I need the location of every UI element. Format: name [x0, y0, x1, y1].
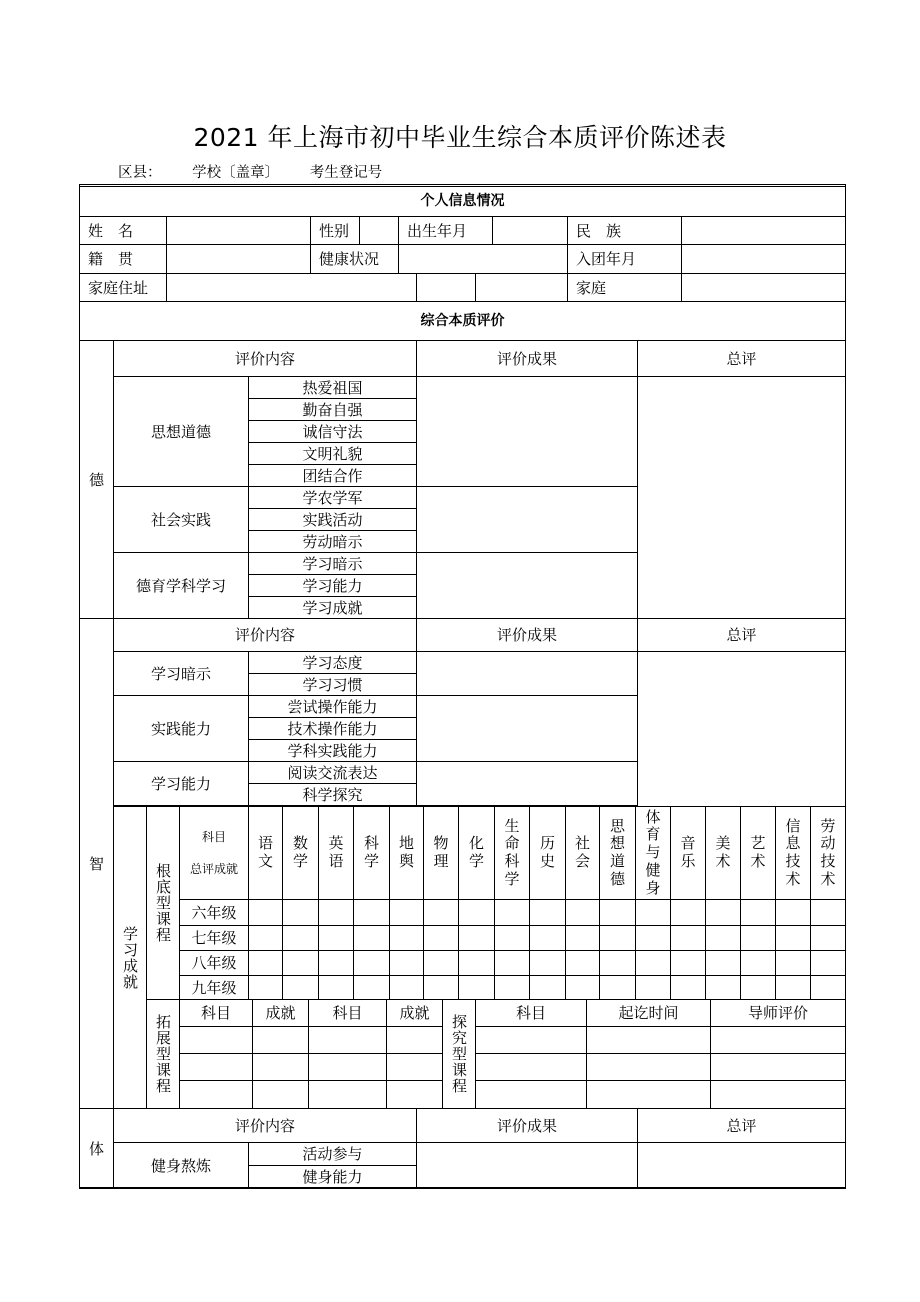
- ti-item: [248, 1142, 417, 1166]
- grade-score-input[interactable]: [458, 899, 495, 926]
- grade-score-input[interactable]: [353, 975, 390, 1000]
- grade-score-input[interactable]: [775, 899, 811, 926]
- extended-header-text: 成就: [265, 1004, 296, 1022]
- health-input[interactable]: [398, 244, 568, 274]
- de-item: [248, 508, 417, 531]
- grade-score-input[interactable]: [494, 899, 530, 926]
- zhi-item: [248, 761, 417, 784]
- zhi-item: [248, 717, 417, 740]
- grade-score-input[interactable]: [565, 925, 600, 951]
- subject-header: [494, 806, 530, 900]
- de-item-text: 学习成就: [302, 598, 363, 617]
- de-item: [248, 574, 417, 597]
- grade-label-text: 九年级: [191, 978, 237, 997]
- league-label: [567, 244, 682, 274]
- zhi-item: [248, 695, 417, 718]
- grade-score-input[interactable]: [423, 925, 459, 951]
- subject-name: 英 语: [328, 834, 344, 870]
- de-group-0: [113, 376, 249, 487]
- grade-score-input[interactable]: [705, 975, 741, 1000]
- grade-score-input[interactable]: [565, 975, 600, 1000]
- grade-score-input[interactable]: [318, 975, 354, 1000]
- subject-name: 社 会: [574, 834, 590, 870]
- extended-header-text: 科目: [200, 1004, 231, 1022]
- grade-score-input[interactable]: [458, 975, 495, 1000]
- subject-header: [670, 806, 706, 900]
- de-overall-header: [637, 340, 846, 377]
- basic-course-label-text: 根底型课程: [154, 863, 172, 943]
- quality-heading: [79, 301, 846, 341]
- de-item-text: 学农学军: [302, 488, 363, 507]
- zhi-result-input[interactable]: [416, 695, 638, 762]
- grade-score-input[interactable]: [635, 899, 671, 926]
- de-item: [248, 376, 417, 399]
- de-item-text: 勤奋自强: [302, 400, 363, 419]
- grade-score-input[interactable]: [599, 925, 636, 951]
- native-label: [79, 244, 167, 274]
- de-group-2: [113, 552, 249, 619]
- grade-score-input[interactable]: [740, 925, 776, 951]
- subject-name: 历 史: [539, 834, 555, 870]
- subject-header: [565, 806, 600, 900]
- score-header-text: 总评成就: [189, 862, 238, 876]
- zhi-overall-header-text: 总评: [726, 626, 757, 644]
- grade-score-input[interactable]: [635, 925, 671, 951]
- grade-score-input[interactable]: [423, 950, 459, 976]
- zhi-item: [248, 673, 417, 696]
- extended-input[interactable]: [386, 1026, 443, 1054]
- subject-name: 语 文: [257, 834, 273, 870]
- zhi-group-0: [113, 651, 249, 696]
- subject-header: [775, 806, 811, 900]
- grade-label: [179, 925, 249, 951]
- personal-info-heading: [79, 186, 846, 217]
- research-input[interactable]: [710, 1026, 846, 1054]
- subject-header: [282, 806, 319, 900]
- grade-score-input[interactable]: [389, 975, 424, 1000]
- grade-score-input[interactable]: [458, 950, 495, 976]
- grade-score-input[interactable]: [282, 950, 319, 976]
- ethnicity-label: [567, 216, 682, 245]
- subject-header: [389, 806, 424, 900]
- grade-score-input[interactable]: [705, 950, 741, 976]
- de-item-text: 劳动暗示: [302, 532, 363, 551]
- achievement-label-text: 学习成就: [121, 925, 139, 990]
- zhi-overall-header: [637, 618, 846, 652]
- zhi-item-text: 尝试操作能力: [287, 697, 378, 716]
- subject-name: 音 乐: [680, 834, 696, 870]
- extended-header: [308, 999, 387, 1027]
- zhi-result-header-text: 评价成果: [496, 626, 557, 644]
- ti-result-header-text: 评价成果: [496, 1116, 557, 1135]
- name-input[interactable]: [166, 216, 311, 245]
- extended-header: [179, 999, 253, 1027]
- ti-overall-header: [637, 1108, 846, 1143]
- subject-name: 艺 术: [750, 834, 766, 870]
- grade-score-input[interactable]: [248, 975, 283, 1000]
- ti-item: [248, 1165, 417, 1189]
- grade-score-input[interactable]: [740, 950, 776, 976]
- grade-score-input[interactable]: [248, 925, 283, 951]
- research-header-text: 科目: [515, 1004, 546, 1022]
- subject-name: 信 息 技 术: [785, 816, 801, 888]
- ti-content-header: [113, 1108, 417, 1143]
- de-label: [79, 340, 114, 619]
- subject-name: 体 育 与 健 身: [645, 807, 661, 897]
- grade-score-input[interactable]: [740, 899, 776, 926]
- grade-score-input[interactable]: [423, 899, 459, 926]
- health-label: [310, 244, 399, 274]
- page-title: 2021 年上海市初中毕业生综合本质评价陈述表: [193, 123, 727, 152]
- grade-score-input[interactable]: [670, 975, 706, 1000]
- zhi-group-1-text: 实践能力: [150, 719, 211, 738]
- de-group-2-text: 德育学科学习: [135, 576, 226, 595]
- birth-input[interactable]: [492, 216, 568, 245]
- grade-score-input[interactable]: [529, 925, 566, 951]
- extended-header-text: 成就: [399, 1004, 430, 1022]
- grade-score-input[interactable]: [599, 950, 636, 976]
- grade-score-input[interactable]: [423, 975, 459, 1000]
- achievement-label: [113, 806, 147, 1109]
- subject-name: 生 命 科 学: [504, 816, 520, 888]
- gender-label: [310, 216, 360, 245]
- grade-score-input[interactable]: [670, 950, 706, 976]
- grade-score-input[interactable]: [565, 899, 600, 926]
- research-input[interactable]: [710, 1053, 846, 1081]
- grade-label-text: 八年级: [191, 954, 237, 972]
- grade-score-input[interactable]: [775, 925, 811, 951]
- ethnicity-input[interactable]: [681, 216, 846, 245]
- subject-name: 地 舆: [398, 834, 414, 870]
- research-header: [710, 999, 846, 1027]
- grade-label: [179, 899, 249, 926]
- grade-score-input[interactable]: [389, 925, 424, 951]
- grade-score-input[interactable]: [705, 899, 741, 926]
- ti-result-input[interactable]: [416, 1142, 638, 1189]
- de-result-input[interactable]: [416, 486, 638, 553]
- de-item-text: 文明礼貌: [302, 444, 363, 463]
- grade-score-input[interactable]: [318, 899, 354, 926]
- extended-input[interactable]: [252, 1080, 309, 1109]
- research-input[interactable]: [475, 1053, 587, 1081]
- native-label-text: 籍 贯: [88, 250, 134, 268]
- grade-score-input[interactable]: [248, 950, 283, 976]
- health-label-text: 健康状况: [319, 250, 380, 268]
- research-input[interactable]: [475, 1026, 587, 1054]
- subject-name: 科 学: [363, 834, 379, 870]
- grade-score-input[interactable]: [670, 899, 706, 926]
- de-content-header: [113, 340, 417, 377]
- grade-score-input[interactable]: [810, 925, 846, 951]
- extended-input[interactable]: [252, 1053, 309, 1081]
- subject-header: [423, 806, 459, 900]
- de-result-input[interactable]: [416, 552, 638, 619]
- address-label-text: 家庭住址: [88, 278, 149, 297]
- grade-score-input[interactable]: [282, 975, 319, 1000]
- de-item-text: 学习暗示: [302, 554, 363, 573]
- subject-name: 化 学: [468, 834, 484, 870]
- ti-overall-header-text: 总评: [726, 1116, 757, 1135]
- address-input[interactable]: [166, 273, 417, 302]
- quality-heading-text: 综合本质评价: [420, 312, 505, 329]
- ti-label-text: 体: [88, 1139, 104, 1158]
- de-item: [248, 486, 417, 509]
- grade-label-text: 六年级: [191, 903, 237, 922]
- ti-group-text: 健身熬炼: [150, 1156, 211, 1175]
- address-input-3[interactable]: [475, 273, 568, 302]
- research-input[interactable]: [586, 1026, 711, 1054]
- research-course-label: [442, 999, 476, 1109]
- zhi-group-2-text: 学习能力: [150, 774, 211, 793]
- extended-input[interactable]: [308, 1080, 387, 1109]
- grade-score-input[interactable]: [775, 975, 811, 1000]
- de-group-1-text: 社会实践: [150, 510, 211, 529]
- extended-header: [386, 999, 443, 1027]
- de-item: [248, 464, 417, 487]
- district-label: 区县：: [118, 165, 162, 181]
- zhi-item-text: 科学探究: [302, 785, 363, 804]
- grade-score-input[interactable]: [458, 925, 495, 951]
- subject-name: 数 学: [292, 834, 308, 870]
- grade-score-input[interactable]: [635, 950, 671, 976]
- native-input[interactable]: [166, 244, 311, 274]
- de-result-input[interactable]: [416, 376, 638, 487]
- subject-header: [318, 806, 354, 900]
- grade-score-input[interactable]: [775, 950, 811, 976]
- exam-number-label: 考生登记号: [309, 165, 383, 181]
- grade-score-input[interactable]: [810, 950, 846, 976]
- zhi-label: [79, 618, 114, 1109]
- ti-label: [79, 1108, 114, 1189]
- de-group-1: [113, 486, 249, 553]
- school-label: 学校〔盖章〕: [192, 165, 280, 181]
- subject-header: [248, 806, 283, 900]
- de-item-text: 诚信守法: [302, 422, 363, 441]
- ti-group: [113, 1142, 249, 1189]
- extended-input[interactable]: [308, 1053, 387, 1081]
- de-item: [248, 398, 417, 421]
- research-course-label-text: 探究型课程: [450, 1014, 468, 1094]
- zhi-result-input[interactable]: [416, 761, 638, 806]
- ti-item-text: 健身能力: [302, 1168, 363, 1186]
- zhi-item-text: 学习习惯: [302, 675, 363, 694]
- grade-score-input[interactable]: [529, 899, 566, 926]
- grade-score-input[interactable]: [389, 950, 424, 976]
- zhi-item: [248, 651, 417, 674]
- de-result-header-text: 评价成果: [496, 349, 557, 368]
- extended-input[interactable]: [179, 1080, 253, 1109]
- research-input[interactable]: [475, 1080, 587, 1109]
- subject-header: [705, 806, 741, 900]
- de-item: [248, 530, 417, 553]
- address-input-2[interactable]: [416, 273, 476, 302]
- zhi-group-0-text: 学习暗示: [150, 664, 211, 683]
- grade-score-input[interactable]: [318, 950, 354, 976]
- subject-header: [599, 806, 636, 900]
- home-input[interactable]: [681, 273, 846, 302]
- extended-header-text: 科目: [332, 1004, 363, 1022]
- research-header: [475, 999, 587, 1027]
- grade-score-input[interactable]: [529, 975, 566, 1000]
- research-header: [586, 999, 711, 1027]
- extended-input[interactable]: [308, 1026, 387, 1054]
- subject-header: [353, 806, 390, 900]
- zhi-item: [248, 783, 417, 806]
- grade-label: [179, 950, 249, 976]
- grade-score-input[interactable]: [599, 975, 636, 1000]
- de-item: [248, 442, 417, 465]
- grade-label: [179, 975, 249, 1000]
- grade-score-input[interactable]: [705, 925, 741, 951]
- de-label-text: 德: [88, 470, 104, 489]
- grade-score-input[interactable]: [740, 975, 776, 1000]
- subject-name: 劳 动 技 术: [820, 816, 836, 888]
- subject-header: [810, 806, 846, 900]
- grade-score-input[interactable]: [810, 975, 846, 1000]
- zhi-item: [248, 739, 417, 762]
- subject-header: [458, 806, 495, 900]
- de-overall-input[interactable]: [637, 376, 846, 619]
- extended-course-label-text: 拓展型课程: [154, 1014, 172, 1094]
- subject-header: [529, 806, 566, 900]
- extended-course-label: [146, 999, 180, 1109]
- birth-label: [398, 216, 493, 245]
- de-item-text: 团结合作: [302, 466, 363, 485]
- zhi-item-text: 学科实践能力: [287, 741, 378, 760]
- extended-input[interactable]: [179, 1053, 253, 1081]
- de-item-text: 学习能力: [302, 576, 363, 595]
- research-input[interactable]: [710, 1080, 846, 1109]
- grade-score-input[interactable]: [353, 899, 390, 926]
- grade-score-input[interactable]: [353, 925, 390, 951]
- de-content-header-text: 评价内容: [234, 349, 295, 368]
- zhi-label-text: 智: [88, 854, 104, 873]
- subheader: [118, 161, 410, 182]
- subject-header: [740, 806, 776, 900]
- de-item: [248, 596, 417, 619]
- league-input[interactable]: [681, 244, 846, 274]
- de-item-text: 实践活动: [302, 510, 363, 529]
- extended-header: [252, 999, 309, 1027]
- league-label-text: 入团年月: [576, 250, 637, 268]
- zhi-item-text: 学习态度: [302, 653, 363, 672]
- de-item: [248, 552, 417, 575]
- grade-score-input[interactable]: [353, 950, 390, 976]
- grade-score-input[interactable]: [599, 899, 636, 926]
- zhi-overall-input[interactable]: [637, 651, 846, 807]
- grade-score-input[interactable]: [565, 950, 600, 976]
- subject-name: 思 想 道 德: [609, 816, 625, 888]
- ti-item-text: 活动参与: [302, 1145, 363, 1163]
- name-label-text: 姓 名: [88, 221, 134, 240]
- zhi-item-text: 阅读交流表达: [287, 763, 378, 782]
- ti-content-header-text: 评价内容: [234, 1116, 295, 1135]
- basic-course-label: [146, 806, 180, 1000]
- ti-overall-input[interactable]: [637, 1142, 846, 1189]
- zhi-result-header: [416, 618, 638, 652]
- extended-input[interactable]: [386, 1080, 443, 1109]
- zhi-content-header-text: 评价内容: [234, 626, 295, 644]
- subject-name: 美 术: [715, 834, 731, 870]
- ti-result-header: [416, 1108, 638, 1143]
- grade-score-input[interactable]: [282, 899, 319, 926]
- zhi-group-2: [113, 761, 249, 806]
- ethnicity-label-text: 民 族: [576, 221, 622, 240]
- gender-label-text: 性别: [319, 221, 350, 240]
- grade-label-text: 七年级: [191, 929, 237, 947]
- subject-name: 物 理: [433, 834, 449, 870]
- grade-score-input[interactable]: [529, 950, 566, 976]
- home-label: [567, 273, 682, 302]
- research-header-text: 起讫时间: [618, 1004, 679, 1022]
- de-result-header: [416, 340, 638, 377]
- research-input[interactable]: [586, 1053, 711, 1081]
- grade-score-input[interactable]: [635, 975, 671, 1000]
- address-label: [79, 273, 167, 302]
- extended-input[interactable]: [179, 1026, 253, 1054]
- home-label-text: 家庭: [576, 278, 607, 297]
- birth-label-text: 出生年月: [407, 221, 468, 240]
- grade-score-input[interactable]: [810, 899, 846, 926]
- zhi-group-1: [113, 695, 249, 762]
- research-input[interactable]: [586, 1080, 711, 1109]
- de-item: [248, 420, 417, 443]
- subject-header: [635, 806, 671, 900]
- zhi-content-header: [113, 618, 417, 652]
- grade-score-input[interactable]: [389, 899, 424, 926]
- de-group-0-text: 思想道德: [150, 422, 211, 441]
- gender-input[interactable]: [359, 216, 399, 245]
- grade-score-input[interactable]: [670, 925, 706, 951]
- zhi-item-text: 技术操作能力: [287, 719, 378, 738]
- extended-input[interactable]: [252, 1026, 309, 1054]
- grade-score-input[interactable]: [494, 975, 530, 1000]
- grade-score-input[interactable]: [248, 899, 283, 926]
- grade-score-input[interactable]: [494, 925, 530, 951]
- research-header-text: 导师评价: [747, 1004, 808, 1022]
- personal-info-heading-text: 个人信息情况: [420, 193, 505, 210]
- zhi-result-input[interactable]: [416, 651, 638, 696]
- subject-score-header: [179, 806, 249, 900]
- extended-input[interactable]: [386, 1053, 443, 1081]
- grade-score-input[interactable]: [318, 925, 354, 951]
- name-label: [79, 216, 167, 245]
- subject-header-text: 科目: [201, 829, 226, 844]
- de-item-text: 热爱祖国: [302, 378, 363, 397]
- grade-score-input[interactable]: [282, 925, 319, 951]
- de-overall-header-text: 总评: [726, 349, 757, 368]
- grade-score-input[interactable]: [494, 950, 530, 976]
